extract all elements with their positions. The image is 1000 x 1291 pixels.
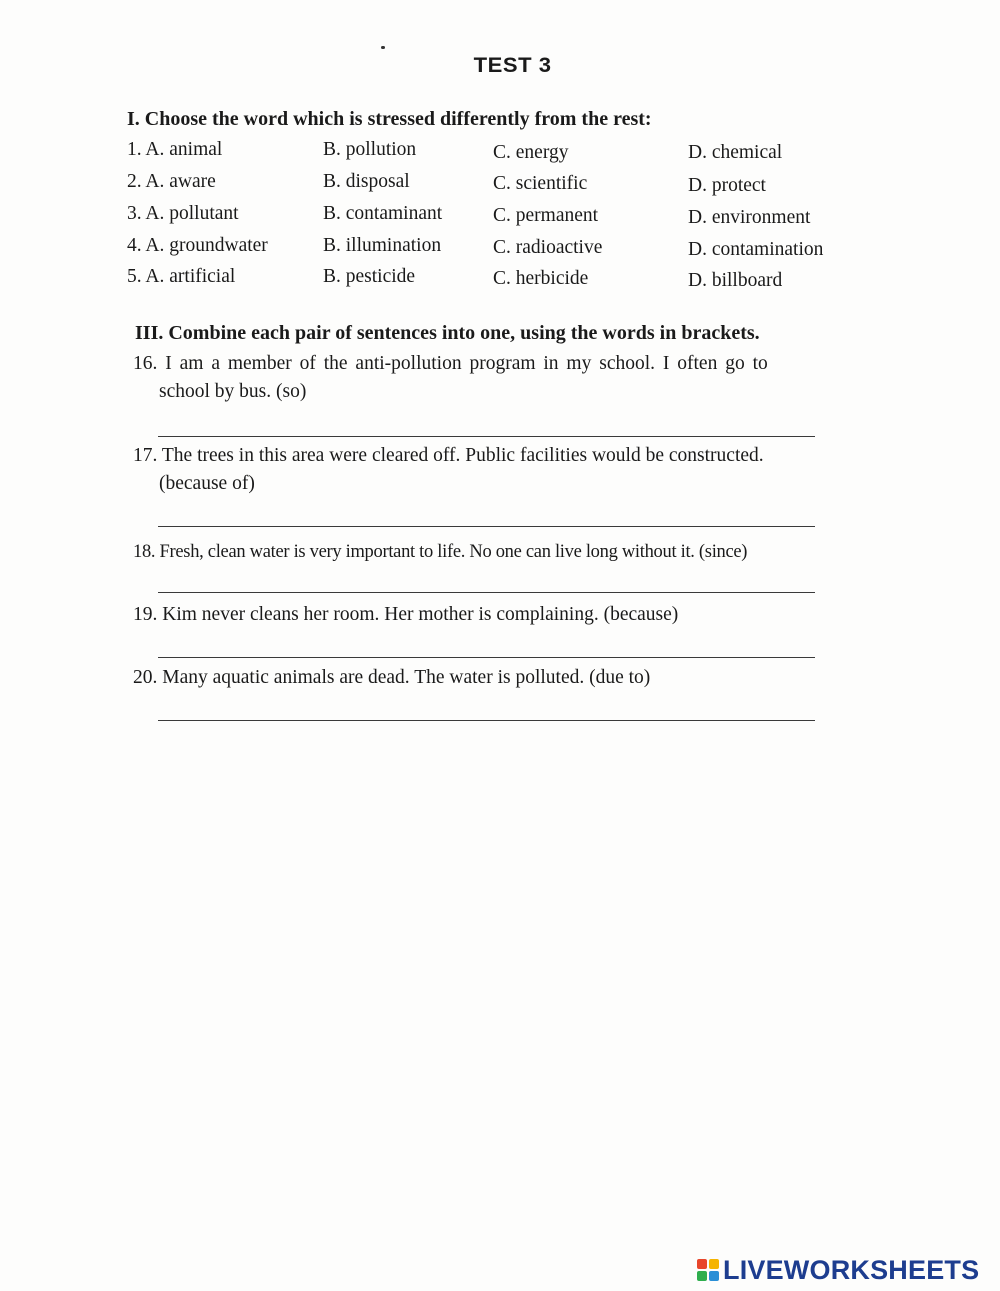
- logo-square-icon: [697, 1259, 707, 1269]
- option-c: C. permanent: [493, 205, 599, 226]
- option-b: B. pesticide: [323, 266, 416, 287]
- question-text-cont: school by bus. (so): [159, 381, 307, 402]
- answer-line-20[interactable]: [158, 720, 815, 721]
- answer-line-16[interactable]: [158, 436, 815, 437]
- answer-line-17[interactable]: [158, 526, 815, 527]
- option-a: 2. A. aware: [127, 171, 216, 192]
- option-c: C. scientific: [493, 173, 588, 194]
- option-b: B. pollution: [323, 139, 417, 160]
- logo-square-icon: [709, 1259, 719, 1269]
- option-d: D. billboard: [688, 270, 783, 291]
- option-a: 3. A. pollutant: [127, 203, 239, 224]
- option-b: B. contaminant: [323, 203, 443, 224]
- answer-line-19[interactable]: [158, 657, 815, 658]
- option-d: D. contamination: [688, 239, 824, 260]
- logo-text: LIVEWORKSHEETS: [723, 1254, 980, 1285]
- logo-square-icon: [709, 1271, 719, 1281]
- option-a: 1. A. animal: [127, 139, 223, 160]
- question-row: [127, 171, 857, 197]
- answer-line-18[interactable]: [158, 592, 815, 593]
- page-title: TEST 3: [473, 54, 552, 77]
- section-3-heading: III. Combine each pair of sentences into one, using the words in brackets.: [135, 322, 760, 344]
- option-c: C. herbicide: [493, 268, 589, 289]
- option-b: B. disposal: [323, 171, 410, 192]
- question-row: [127, 139, 857, 165]
- question-text: 17. The trees in this area were cleared off. Public facilities would be constructed.: [133, 445, 764, 466]
- option-d: D. chemical: [688, 142, 783, 163]
- liveworksheets-logo: [697, 1255, 979, 1285]
- question-text: 18. Fresh, clean water is very important to life. No one can live long without it. (since): [133, 542, 748, 562]
- combine-question-20: [133, 664, 853, 692]
- question-text-cont: (because of): [159, 473, 255, 494]
- combine-question-16: [133, 350, 853, 406]
- option-d: D. protect: [688, 175, 766, 196]
- option-a: 5. A. artificial: [127, 266, 236, 287]
- question-row: [127, 235, 857, 261]
- combine-question-18: [133, 538, 853, 566]
- question-text: 19. Kim never cleans her room. Her mother is complaining. (because): [133, 604, 679, 625]
- scan-speck: [381, 46, 385, 49]
- option-a: 4. A. groundwater: [127, 235, 268, 256]
- combine-question-17: [133, 442, 853, 498]
- option-b: B. illumination: [323, 235, 442, 256]
- option-c: C. radioactive: [493, 237, 603, 258]
- combine-question-19: [133, 601, 853, 629]
- section-1-heading: I. Choose the word which is stressed differently from the rest:: [127, 108, 652, 130]
- logo-square-icon: [697, 1271, 707, 1281]
- question-text: 16. I am a member of the anti-pollution program in my school. I often go to: [133, 353, 768, 374]
- question-text: 20. Many aquatic animals are dead. The water is polluted. (due to): [133, 667, 651, 688]
- question-row: [127, 266, 857, 292]
- question-row: [127, 203, 857, 229]
- option-c: C. energy: [493, 142, 569, 163]
- logo-grid-icon: [697, 1259, 719, 1281]
- option-d: D. environment: [688, 207, 811, 228]
